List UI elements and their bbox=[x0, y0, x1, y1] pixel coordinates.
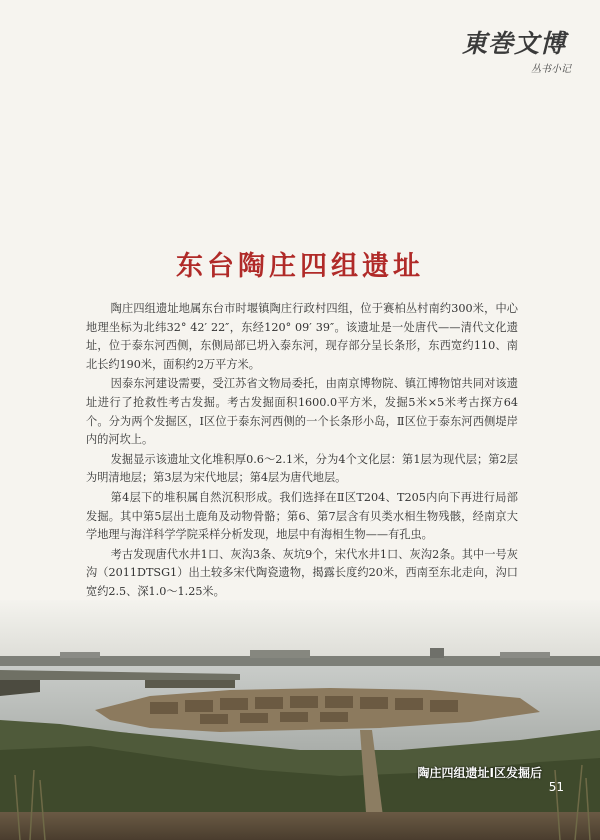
paragraph-3: 发掘显示该遗址文化堆积厚0.6～2.1米，分为4个文化层：第1层为现代层；第2层为明清地层；第3层为宋代地层；第4层为唐代地层。 bbox=[86, 452, 518, 485]
article-body bbox=[86, 300, 518, 603]
logo-signature: 丛书小记 bbox=[531, 64, 571, 75]
logo-calligraphy: 東巻文博 bbox=[462, 29, 567, 58]
paragraph-1: 陶庄四组遗址地属东台市时堰镇陶庄行政村四组，位于赛柏丛村南约300米，中心地理坐标为北纬32° 42′ 22″，东经120° 09′ 39″。该遗址是一处唐代——清代文化遗址，位于泰东河西侧，东侧局部已坍入泰东河，现存部分呈长条形，东西宽约110、南北长约190米，面积约2万平方米。 bbox=[86, 302, 518, 371]
excavation-photo-image bbox=[0, 600, 600, 840]
paragraph-2: 因泰东河建设需要，受江苏省文物局委托，由南京博物院、镇江博物馆共同对该遗址进行了抢救性考古发掘。考古发掘面积1600.0平方米，发掘5米×5米考古探方64个。分为两个发掘区，Ⅰ区位于泰东河西侧的一个长条形小岛，Ⅱ区位于泰东河西侧堤岸内的河坎上。 bbox=[86, 377, 518, 447]
photo-caption: 陶庄四组遗址Ⅰ区发掘后 bbox=[417, 766, 542, 780]
magazine-logo bbox=[462, 24, 577, 79]
paragraph-4: 第4层下的堆积属自然沉积形成。我们选择在Ⅱ区T204、T205内向下再进行局部发掘。其中第5层出土鹿角及动物骨骼；第6、第7层含有贝类水相生物残骸，经南京大学地理与海洋科学学院采样分析发现，地层中有海相生物——有孔虫。 bbox=[86, 490, 518, 542]
article-title: 东台陶庄四组遗址 bbox=[176, 251, 424, 283]
excavation-photo bbox=[0, 600, 600, 840]
page-number: 51 bbox=[548, 780, 564, 794]
paragraph-5: 考古发现唐代水井1口、灰沟3条、灰坑9个，宋代水井1口、灰沟2条。其中一号灰沟（2011DTSG1）出土较多宋代陶瓷遗物，揭露长度约20米，西南至东北走向，沟口宽约2.5、深1.0～1.25米。 bbox=[86, 547, 518, 598]
